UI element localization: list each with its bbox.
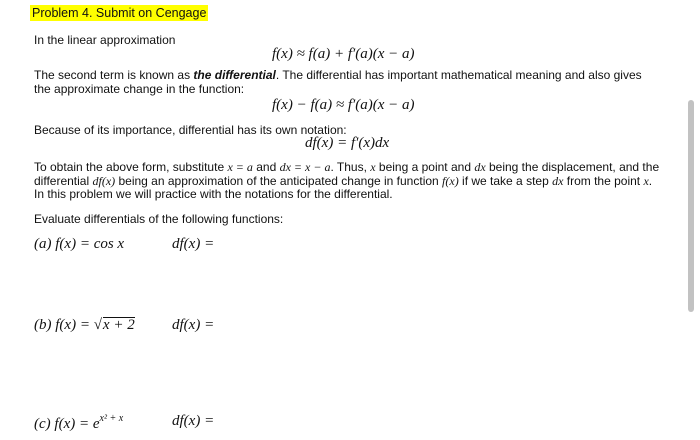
differential-term: the differential <box>193 68 276 82</box>
para4-m1: x = a <box>227 160 253 174</box>
intro-text: In the linear approximation <box>34 33 176 47</box>
para4-m7: dx <box>552 173 564 188</box>
para4-m5: df(x) <box>92 173 116 188</box>
notation-text: Because of its importance, differential has its own notation: <box>34 123 347 137</box>
para4-m3: x <box>370 160 376 174</box>
para4-s3: . Thus, <box>330 160 371 174</box>
problem-a <box>34 236 124 253</box>
para4-s2: and <box>252 160 280 174</box>
para4-s1: To obtain the above form, substitute <box>34 160 228 174</box>
para4-s8: from the point <box>563 173 644 188</box>
problem-c-answer: df(x) = <box>172 413 215 429</box>
problem-c-exponent: x² + x <box>99 413 124 424</box>
problem-b-answer: df(x) = <box>172 317 215 333</box>
linear-approximation-equation: f(x) ≈ f(a) + f′(a)(x − a) <box>272 46 415 62</box>
change-equation: f(x) − f(a) ≈ f′(a)(x − a) <box>272 97 415 113</box>
problem-b-label: (b) <box>34 317 52 333</box>
vertical-scrollbar[interactable] <box>688 100 694 312</box>
para4-s7: if we take a step <box>458 173 553 188</box>
sqrt-icon: √ <box>93 317 102 333</box>
problem-c-label: (c) <box>34 416 51 432</box>
problem-c <box>34 413 123 433</box>
problem-c-function: f(x) = e <box>54 416 100 432</box>
problem-b-function: f(x) = <box>55 317 94 333</box>
problem-b <box>34 317 135 334</box>
problem-b-radicand: x + 2 <box>102 317 135 333</box>
problem-a-label: (a) <box>34 236 52 252</box>
para4-s9: . In this problem we will practice with the notations for the differential. <box>34 173 653 201</box>
problem-title: Problem 4. Submit on Cengage <box>32 6 207 20</box>
para4-m8: x <box>643 173 649 188</box>
para4-m6: f(x) <box>442 173 459 188</box>
evaluate-instruction: Evaluate differentials of the following functions: <box>34 212 284 226</box>
para4-s5: being the displacement, and the differential <box>34 160 660 188</box>
problem-a-function: f(x) = cos x <box>55 236 125 252</box>
differential-notation-equation: df(x) = f′(x)dx <box>305 135 390 151</box>
para2-text-a: The second term is known as <box>34 68 194 82</box>
substitution-paragraph <box>34 161 660 202</box>
differential-paragraph <box>34 69 660 96</box>
problem-a-answer: df(x) = <box>172 236 215 252</box>
para4-m2: dx = x − a <box>279 160 331 174</box>
para4-s6: being an approximation of the anticipated change in function <box>115 173 443 188</box>
para2-text-b: . The differential has important mathematical meaning and also gives the approximate change in the function: <box>34 68 642 96</box>
para4-s4: being a point and <box>375 160 475 174</box>
para4-m4: dx <box>474 160 486 174</box>
